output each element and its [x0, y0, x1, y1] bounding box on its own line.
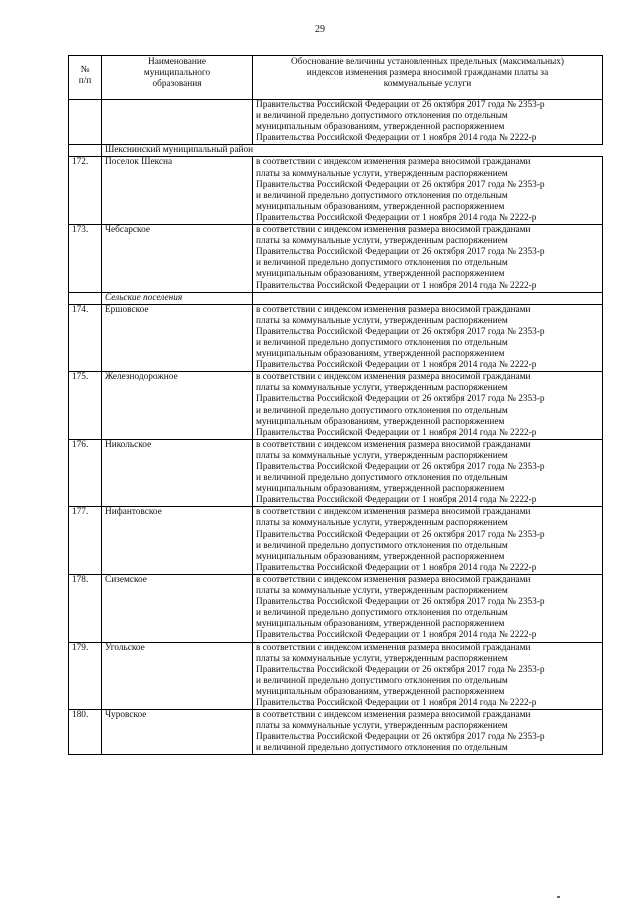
- table-row: [69, 372, 603, 440]
- page-number: 29: [315, 24, 325, 35]
- row-basis: в соответствии с индексом изменения размера вносимой гражданами платы за коммунальные услуги, утвержденным распоряжением Правительства Российской Федерации от 26 октября 2017 года № 2353-р и величиной предельно допустимого отклонения по отдельным муниципальным образованиям, утвержденной распоряжением Правительства Российской Федерации от 1 ноября 2014 года № 2222-р: [253, 304, 603, 372]
- subsection-row: [69, 292, 603, 304]
- row-basis: в соответствии с индексом изменения размера вносимой гражданами платы за коммунальные услуги, утвержденным распоряжением Правительства Российской Федерации от 26 октября 2017 года № 2353-р и величиной предельно допустимого отклонения по отдельным муниципальным образованиям, утвержденной распоряжением Правительства Российской Федерации от 1 ноября 2014 года № 2222-р: [253, 157, 603, 225]
- row-basis: в соответствии с индексом изменения размера вносимой гражданами платы за коммунальные услуги, утвержденным распоряжением Правительства Российской Федерации от 26 октября 2017 года № 2353-р и величиной предельно допустимого отклонения по отдельным: [253, 710, 603, 755]
- row-basis: в соответствии с индексом изменения размера вносимой гражданами платы за коммунальные услуги, утвержденным распоряжением Правительства Российской Федерации от 26 октября 2017 года № 2353-р и величиной предельно допустимого отклонения по отдельным муниципальным образованиям, утвержденной распоряжением Правительства Российской Федерации от 1 ноября 2014 года № 2222-р: [253, 372, 603, 440]
- header-number-text: № п/п: [78, 65, 92, 87]
- table-row: [69, 304, 603, 372]
- tariff-justification-table: [68, 55, 603, 755]
- row-name: Сиземское: [102, 574, 253, 642]
- row-number: 179.: [69, 642, 102, 710]
- table-row: [69, 642, 603, 710]
- row-number: 177.: [69, 507, 102, 575]
- cell-empty: [102, 100, 253, 145]
- table-header-row: [69, 56, 603, 100]
- row-number: 174.: [69, 304, 102, 372]
- cell-empty: [69, 292, 102, 304]
- row-name: Железнодорожное: [102, 372, 253, 440]
- row-name: Чуровское: [102, 710, 253, 755]
- subsection-title: Сельские поселения: [102, 292, 253, 304]
- header-basis-text: Обоснование величины установленных предельных (максимальных) индексов изменения размера вносимой гражданами платы за коммунальные услуги: [291, 57, 564, 90]
- row-name: Поселок Шексна: [102, 157, 253, 225]
- row-basis: в соответствии с индексом изменения размера вносимой гражданами платы за коммунальные услуги, утвержденным распоряжением Правительства Российской Федерации от 26 октября 2017 года № 2353-р и величиной предельно допустимого отклонения по отдельным муниципальным образованиям, утвержденной распоряжением Правительства Российской Федерации от 1 ноября 2014 года № 2222-р: [253, 225, 603, 293]
- continuation-text: Правительства Российской Федерации от 26 октября 2017 года № 2353-р и величиной предельно допустимого отклонения по отдельным муниципальным образованиям, утвержденной распоряжением Правительства Российской Федерации от 1 ноября 2014 года № 2222-р: [253, 100, 603, 145]
- row-basis: в соответствии с индексом изменения размера вносимой гражданами платы за коммунальные услуги, утвержденным распоряжением Правительства Российской Федерации от 26 октября 2017 года № 2353-р и величиной предельно допустимого отклонения по отдельным муниципальным образованиям, утвержденной распоряжением Правительства Российской Федерации от 1 ноября 2014 года № 2222-р: [253, 439, 603, 507]
- row-number: 176.: [69, 439, 102, 507]
- section-title: Шекснинский муниципальный район: [102, 145, 603, 157]
- table-row: [69, 507, 603, 575]
- row-basis: в соответствии с индексом изменения размера вносимой гражданами платы за коммунальные услуги, утвержденным распоряжением Правительства Российской Федерации от 26 октября 2017 года № 2353-р и величиной предельно допустимого отклонения по отдельным муниципальным образованиям, утвержденной распоряжением Правительства Российской Федерации от 1 ноября 2014 года № 2222-р: [253, 574, 603, 642]
- table-row-continuation: [69, 100, 603, 145]
- cell-empty: [253, 292, 603, 304]
- cell-empty: [69, 100, 102, 145]
- header-name: [102, 56, 253, 100]
- row-basis: в соответствии с индексом изменения размера вносимой гражданами платы за коммунальные услуги, утвержденным распоряжением Правительства Российской Федерации от 26 октября 2017 года № 2353-р и величиной предельно допустимого отклонения по отдельным муниципальным образованиям, утвержденной распоряжением Правительства Российской Федерации от 1 ноября 2014 года № 2222-р: [253, 507, 603, 575]
- row-name: Ершовское: [102, 304, 253, 372]
- row-basis: в соответствии с индексом изменения размера вносимой гражданами платы за коммунальные услуги, утвержденным распоряжением Правительства Российской Федерации от 26 октября 2017 года № 2353-р и величиной предельно допустимого отклонения по отдельным муниципальным образованиям, утвержденной распоряжением Правительства Российской Федерации от 1 ноября 2014 года № 2222-р: [253, 642, 603, 710]
- row-number: 175.: [69, 372, 102, 440]
- header-name-text: Наименование муниципального образования: [143, 57, 211, 90]
- row-number: 180.: [69, 710, 102, 755]
- scan-mark: [557, 896, 560, 898]
- row-name: Чебсарское: [102, 225, 253, 293]
- section-row: [69, 145, 603, 157]
- row-name: Нифантовское: [102, 507, 253, 575]
- table-row: [69, 439, 603, 507]
- cell-empty: [69, 145, 102, 157]
- table-row: [69, 157, 603, 225]
- row-name: Угольское: [102, 642, 253, 710]
- header-number: [69, 56, 102, 100]
- row-name: Никольское: [102, 439, 253, 507]
- row-number: 172.: [69, 157, 102, 225]
- header-basis: [253, 56, 603, 100]
- table-row: [69, 574, 603, 642]
- row-number: 178.: [69, 574, 102, 642]
- table-row: [69, 225, 603, 293]
- row-number: 173.: [69, 225, 102, 293]
- table-row: [69, 710, 603, 755]
